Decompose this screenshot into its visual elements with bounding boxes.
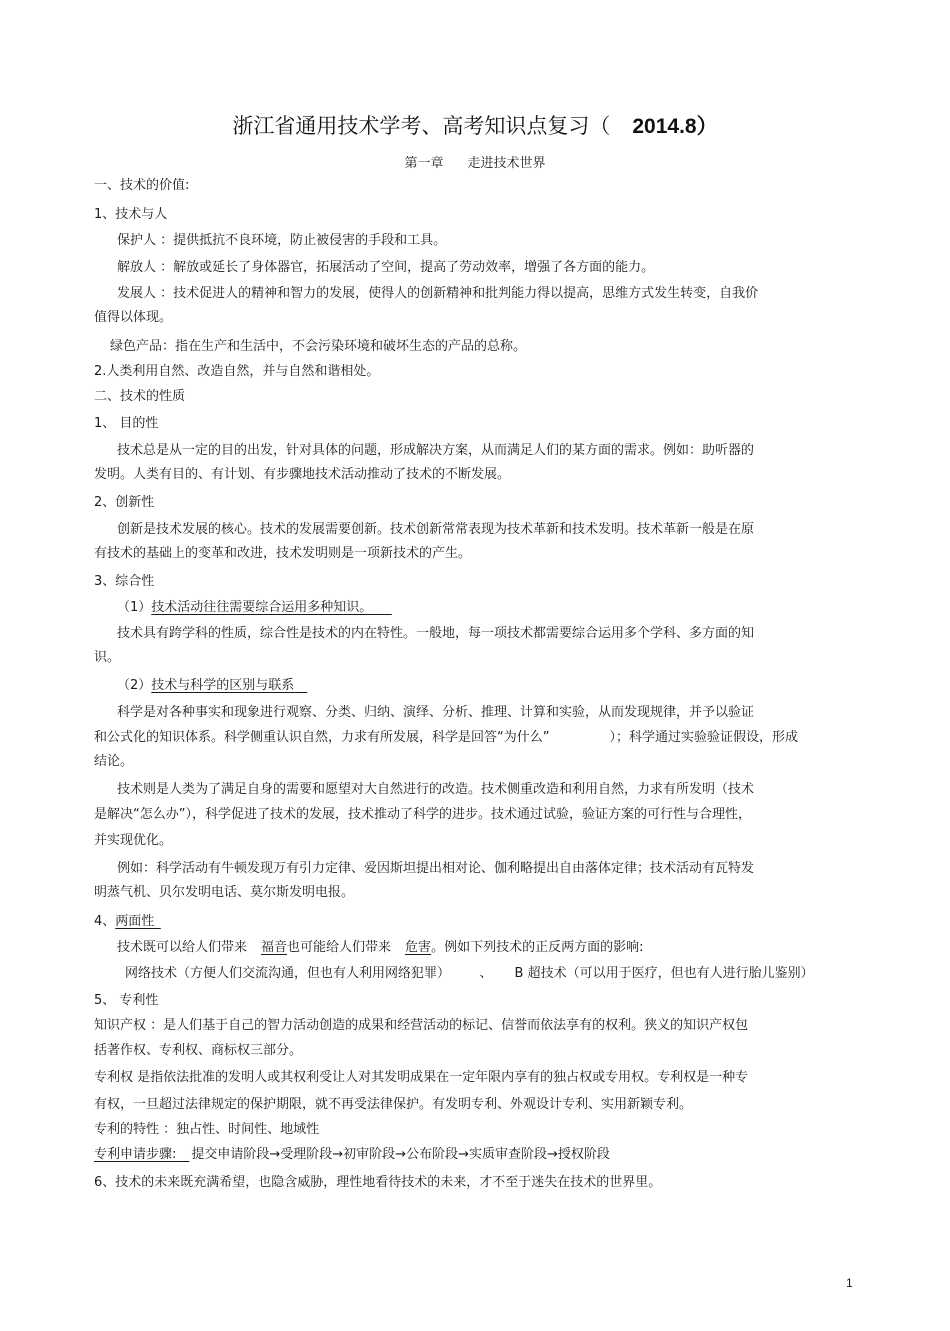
underlined-term: 两面性 (115, 914, 155, 929)
text-segment: 提交申请阶段→受理阶段→初审阶段→公布阶段→实质审查阶段→授权阶段 (191, 1147, 610, 1162)
underline-fill (294, 678, 307, 693)
text-line (94, 730, 798, 746)
text-line (125, 966, 814, 982)
text-segment: 也可能给人们带来 (287, 940, 392, 955)
underline-fill (154, 914, 161, 929)
text-line: 是解决“怎么办”），科学促进了技术的发展，技术推动了科学的进步。技术通过试验，验证方案的可行性与合理性， (94, 807, 751, 822)
text-line: 6、技术的未来既充满希望，也隐含威胁，理性地看待技术的未来，才不至于迷失在技术的世界里。 (94, 1175, 662, 1190)
text-line (117, 678, 307, 694)
text-line: 有权，一旦超过法律规定的保护期限，就不再受法律保护。有发明专利、外观设计专利、实用新颖专利。 (94, 1097, 693, 1112)
page-title (0, 110, 950, 140)
section-heading: 一、技术的价值: (94, 178, 190, 193)
text-segment: 和公式化的知识体系。科学侧重认识自然，力求有所发展，科学是回答“为什么” (94, 730, 550, 745)
text-line: 保护人 ：提供抵抗不良环境，防止被侵害的手段和工具。 (117, 233, 447, 248)
text-line: 技术具有跨学科的性质，综合性是技术的内在特性。一般地，每一项技术都需要综合运用多个学科、多方面的知 (117, 626, 755, 641)
subsection-heading: 1、 目的性 (94, 416, 159, 431)
text-line: 结论。 (94, 754, 134, 769)
item-number: （2） (117, 678, 152, 693)
text-line: 并实现优化。 (94, 833, 173, 848)
text-line: 绿色产品：指在生产和生活中，不会污染环境和破坏生态的产品的总称。 (110, 339, 527, 354)
chapter-number: 第一章 (404, 156, 444, 171)
underlined-term: 专利申请步骤: (94, 1147, 177, 1162)
text-line: 有技术的基础上的变革和改进，技术发明则是一项新技术的产生。 (94, 546, 472, 561)
text-segment: 。例如下列技术的正反两方面的影响: (431, 940, 644, 955)
text-line: 发明。人类有目的、有计划、有步骤地技术活动推动了技术的不断发展。 (94, 467, 511, 482)
title-main: 浙江省通用技术学考、高考知识点复习（ (232, 114, 611, 138)
text-line: 发展人 ：技术促进人的精神和智力的发展，使得人的创新精神和批判能力得以提高，思维方式发生转变，自我价 (117, 286, 759, 301)
underlined-term: 技术与科学的区别与联系 (151, 678, 295, 693)
text-line: 创新是技术发展的核心。技术的发展需要创新。技术创新常常表现为技术革新和技术发明。技术革新一般是在原 (117, 522, 755, 537)
text-line: 值得以体现。 (94, 310, 173, 325)
title-year: 2014.8） (632, 115, 718, 138)
text-line: 明蒸气机、贝尔发明电话、莫尔斯发明电报。 (94, 885, 355, 900)
text-line (117, 940, 643, 956)
subsection-heading: 1、技术与人 (94, 207, 168, 222)
text-line: 专利的特性 ：独占性、时间性、地域性 (94, 1122, 320, 1137)
text-line: 解放人 ：解放或延长了身体器官，拓展活动了空间，提高了劳动效率，增强了各方面的能力。 (117, 260, 655, 275)
underline-fill (176, 1147, 189, 1162)
text-line: 技术则是人类为了满足自身的需要和愿望对大自然进行的改造。技术侧重改造和利用自然，力求有所发明（技术 (117, 782, 755, 797)
text-line: 专利权 是指依法批准的发明人或其权利受让人对其发明成果在一定年限内享有的独占权或专用权。专利权是一种专 (94, 1070, 749, 1085)
text-line: 2.人类利用自然、改造自然，并与自然和谐相处。 (94, 364, 380, 379)
text-line: 技术总是从一定的目的出发，针对具体的问题，形成解决方案，从而满足人们的某方面的需求。例如：助听器的 (117, 443, 755, 458)
subsection-heading: 2、创新性 (94, 495, 155, 510)
text-segment: ）；科学通过实验验证假设，形成 (609, 730, 798, 745)
underline-fill (372, 600, 392, 615)
subsection-heading (94, 914, 161, 930)
text-line: 括著作权、专利权、商标权三部分。 (94, 1043, 303, 1058)
page-number: 1 (846, 1276, 853, 1290)
subsection-heading: 3、综合性 (94, 574, 155, 589)
text-line (94, 1147, 610, 1163)
chapter-name: 走进技术世界 (467, 156, 546, 171)
item-number: 4、 (94, 914, 116, 929)
item-number: （1） (117, 600, 152, 615)
section-heading: 二、技术的性质 (94, 389, 186, 404)
chapter-heading (0, 152, 950, 171)
text-line (117, 600, 392, 616)
text-line: 科学是对各种事实和现象进行观察、分类、归纳、演绎、分析、推理、计算和实验，从而发现规律，并予以验证 (117, 705, 755, 720)
underlined-term: 技术活动往往需要综合运用多种知识。 (151, 600, 373, 615)
text-line: 例如：科学活动有牛顿发现万有引力定律、爱因斯坦提出相对论、伽利略提出自由落体定律；技术活动有瓦特发 (117, 861, 755, 876)
text-line: 知识产权 ：是人们基于自己的智力活动创造的成果和经营活动的标记、信誉而依法享有的权利。狭义的知识产权包 (94, 1018, 749, 1033)
underlined-word: 福音 (261, 940, 288, 955)
text-segment: 、 (479, 966, 493, 981)
text-segment: B 超技术（可以用于医疗，但也有人进行胎儿鉴别） (514, 966, 814, 981)
underlined-word: 危害 (405, 940, 432, 955)
text-line: 识。 (94, 650, 121, 665)
text-segment: 技术既可以给人们带来 (117, 940, 248, 955)
text-segment: 网络技术（方便人们交流沟通，但也有人利用网络犯罪） (125, 966, 444, 981)
subsection-heading: 5、 专利性 (94, 993, 159, 1008)
